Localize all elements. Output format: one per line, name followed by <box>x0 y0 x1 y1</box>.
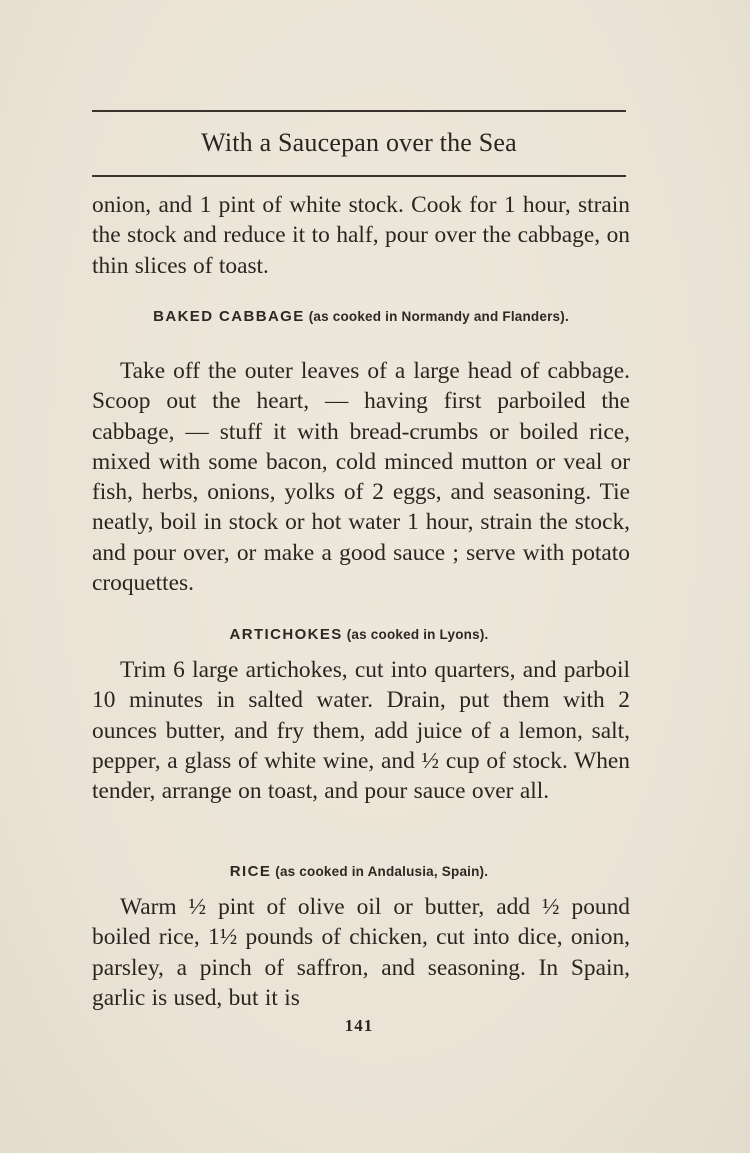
header-rule-bottom <box>92 175 626 177</box>
recipe-title: RICE <box>229 863 272 880</box>
recipe-body-artichokes: Trim 6 large artichokes, cut into quarters, and parboil 10 minutes in salted water. Drain, put them with 2 ounces butter, and fry them, add juice of a lemon, salt, pepper, a glass of white wine, and ½ cup of stock. When tender, arrange on toast, and pour sauce over all. <box>92 657 630 805</box>
header-rule-top <box>92 110 626 112</box>
recipe-title: BAKED CABBAGE <box>153 308 305 325</box>
page-number: 141 <box>344 1016 374 1035</box>
recipe-heading-baked-cabbage <box>92 306 630 328</box>
recipe-body-baked-cabbage: Take off the outer leaves of a large head of cabbage. Scoop out the heart, — having first parboiled the cabbage, — stuff it with bread-crumbs or boiled rice, mixed with some bacon, cold minced mutton or veal or fish, herbs, onions, yolks of 2 eggs, and seasoning. Tie neatly, boil in stock or hot water 1 hour, strain the stock, and pour over, or make a good sauce ; serve with potato croquettes. <box>92 358 630 597</box>
recipe-subtitle: (as cooked in Normandy and Flanders). <box>308 309 569 324</box>
recipe-subtitle: (as cooked in Andalusia, Spain). <box>275 864 489 879</box>
intro-paragraph: onion, and 1 pint of white stock. Cook for 1 hour, strain the stock and reduce it to half, pour over the cabbage, on thin slices of toast. <box>92 192 630 279</box>
recipe-body-rice: Warm ½ pint of olive oil or butter, add ½ pound boiled rice, 1½ pounds of chicken, cut into dice, onion, parsley, a pinch of saffron, and seasoning. In Spain, garlic is used, but it is <box>92 894 630 1011</box>
recipe-heading-artichokes <box>92 624 626 646</box>
recipe-subtitle: (as cooked in Lyons). <box>346 627 489 642</box>
running-head: With a Saucepan over the Sea <box>201 128 517 157</box>
recipe-heading-rice <box>92 861 626 883</box>
recipe-title: ARTICHOKES <box>229 626 343 643</box>
